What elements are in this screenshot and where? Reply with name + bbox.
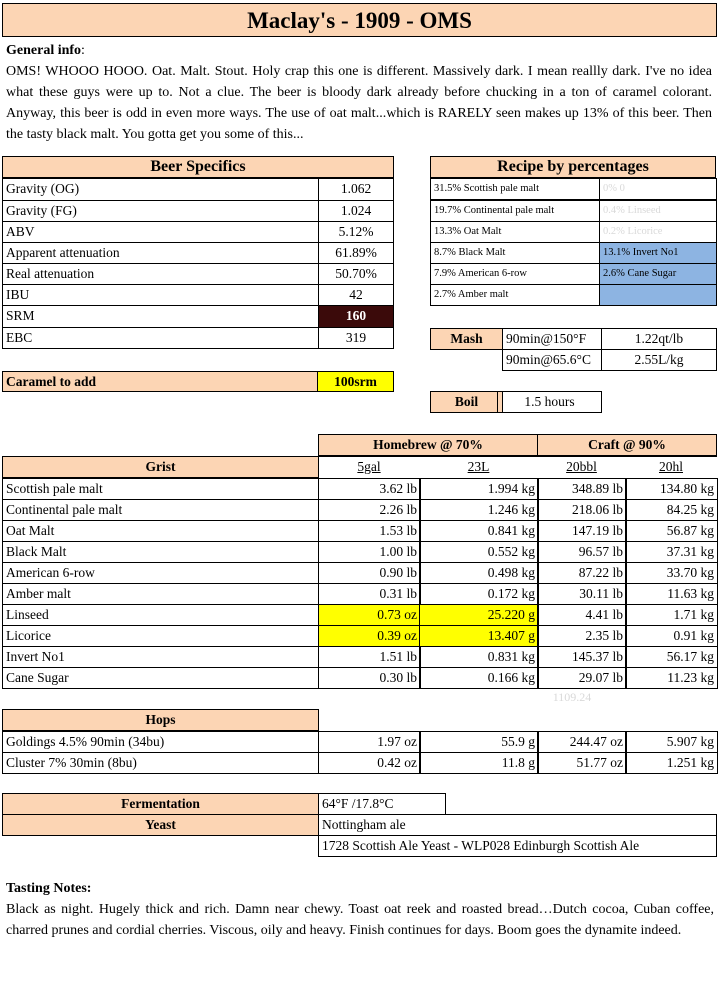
recipe-percent-left: 13.3% Oat Malt	[430, 221, 600, 243]
grist-row-name: Invert No1	[2, 646, 319, 668]
yeast-label: Yeast	[2, 814, 319, 836]
beer-spec-label: IBU	[2, 284, 319, 306]
grist-row-value: 2.35 lb	[537, 625, 627, 647]
boil-label: Boil	[430, 391, 503, 413]
beer-spec-value: 5.12%	[318, 221, 394, 243]
grist-row-value: 33.70 kg	[625, 562, 718, 584]
recipe-percent-left: 8.7% Black Malt	[430, 242, 600, 264]
general-info-label: General info	[6, 43, 82, 58]
grist-row-name: American 6-row	[2, 562, 319, 584]
mash-time-c: 90min@65.6°C	[502, 349, 602, 371]
grist-unit-label: 5gal	[357, 459, 381, 474]
grist-row-value: 0.39 oz	[318, 625, 421, 647]
mash-rate-imperial: 1.22qt/lb	[601, 328, 717, 350]
hop-row-name: Cluster 7% 30min (8bu)	[2, 752, 319, 774]
grist-row-value: 0.831 kg	[419, 646, 539, 668]
grist-row-value: 0.498 kg	[419, 562, 539, 584]
grist-row-name: Oat Malt	[2, 520, 319, 542]
grist-row-value: 0.552 kg	[419, 541, 539, 563]
srm-swatch: 160	[318, 305, 394, 328]
hop-row-value: 0.42 oz	[318, 752, 421, 774]
mash-rate-metric: 2.55L/kg	[601, 349, 717, 371]
grist-row-value: 56.87 kg	[625, 520, 718, 542]
grist-row-value: 30.11 lb	[537, 583, 627, 605]
grist-total-note: 1109.24	[552, 690, 592, 704]
beer-spec-label: Gravity (OG)	[2, 178, 319, 201]
grist-label: Grist	[2, 456, 319, 478]
grist-row-value: 37.31 kg	[625, 541, 718, 563]
fermentation-value: 64°F /17.8°C	[318, 793, 446, 815]
grist-row-value: 1.71 kg	[625, 604, 718, 626]
hop-row-value: 55.9 g	[419, 731, 539, 753]
caramel-label: Caramel to add	[2, 371, 318, 392]
homebrew-header: Homebrew @ 70%	[318, 434, 538, 456]
hop-row-value: 1.251 kg	[625, 752, 718, 774]
recipe-percent-right: 13.1% Invert No1	[599, 242, 717, 264]
beer-spec-label: Gravity (FG)	[2, 200, 319, 222]
grist-row-value: 3.62 lb	[318, 478, 421, 500]
beer-spec-label: Apparent attenuation	[2, 242, 319, 264]
grist-row-name: Licorice	[2, 625, 319, 647]
boil-value: 1.5 hours	[497, 391, 602, 413]
grist-unit-header	[318, 456, 420, 478]
hop-row-value: 1.97 oz	[318, 731, 421, 753]
grist-row-name: Amber malt	[2, 583, 319, 605]
tasting-notes-label: Tasting Notes:	[6, 881, 92, 896]
grist-row-value: 0.172 kg	[419, 583, 539, 605]
grist-row-value: 25.220 g	[419, 604, 539, 626]
beer-spec-value: 61.89%	[318, 242, 394, 264]
hop-row-name: Goldings 4.5% 90min (34bu)	[2, 731, 319, 753]
recipe-percent-left: 7.9% American 6-row	[430, 263, 600, 285]
recipe-percent-right	[599, 284, 717, 306]
grist-unit-header	[625, 456, 717, 478]
grist-row-value: 218.06 lb	[537, 499, 627, 521]
yeast-alternative: 1728 Scottish Ale Yeast - WLP028 Edinburgh Scottish Ale	[318, 835, 717, 857]
grist-unit-header	[419, 456, 538, 478]
mash-time-f: 90min@150°F	[502, 328, 602, 350]
beer-spec-value: 42	[318, 284, 394, 306]
grist-row-value: 145.37 lb	[537, 646, 627, 668]
beer-specifics-header: Beer Specifics	[2, 156, 394, 178]
beer-spec-value: 50.70%	[318, 263, 394, 285]
beer-spec-value: 1.062	[318, 178, 394, 201]
grist-row-value: 56.17 kg	[625, 646, 718, 668]
grist-row-value: 0.30 lb	[318, 667, 421, 689]
beer-spec-value: 1.024	[318, 200, 394, 222]
mash-label: Mash	[430, 328, 503, 350]
fermentation-label: Fermentation	[2, 793, 319, 815]
grist-row-value: 0.31 lb	[318, 583, 421, 605]
grist-row-value: 13.407 g	[419, 625, 539, 647]
grist-row-value: 147.19 lb	[537, 520, 627, 542]
recipe-percent-left: 31.5% Scottish pale malt	[430, 178, 600, 200]
beer-spec-label: SRM	[2, 305, 319, 328]
grist-row-value: 0.166 kg	[419, 667, 539, 689]
grist-row-value: 87.22 lb	[537, 562, 627, 584]
grist-row-value: 0.90 lb	[318, 562, 421, 584]
grist-row-value: 96.57 lb	[537, 541, 627, 563]
grist-row-value: 84.25 kg	[625, 499, 718, 521]
recipe-percent-right: 0% 0	[599, 178, 717, 200]
grist-row-name: Linseed	[2, 604, 319, 626]
yeast-primary: Nottingham ale	[318, 814, 717, 836]
beer-spec-label: Real attenuation	[2, 263, 319, 285]
grist-row-name: Continental pale malt	[2, 499, 319, 521]
grist-row-value: 1.00 lb	[318, 541, 421, 563]
grist-row-value: 1.51 lb	[318, 646, 421, 668]
grist-row-value: 134.80 kg	[625, 478, 718, 500]
page-title: Maclay's - 1909 - OMS	[2, 3, 717, 37]
grist-unit-header	[537, 456, 626, 478]
hops-label: Hops	[2, 709, 319, 731]
grist-unit-label: 20hl	[658, 459, 683, 474]
grist-row-value: 4.41 lb	[537, 604, 627, 626]
grist-unit-label: 23L	[467, 459, 490, 474]
recipe-percent-left: 2.7% Amber malt	[430, 284, 600, 306]
grist-row-name: Black Malt	[2, 541, 319, 563]
beer-spec-label: EBC	[2, 327, 319, 349]
grist-row-value: 1.246 kg	[419, 499, 539, 521]
grist-row-value: 1.53 lb	[318, 520, 421, 542]
tasting-notes	[6, 878, 714, 941]
grist-row-value: 1.994 kg	[419, 478, 539, 500]
hop-row-value: 11.8 g	[419, 752, 539, 774]
grist-row-name: Cane Sugar	[2, 667, 319, 689]
hop-row-value: 51.77 oz	[537, 752, 627, 774]
beer-spec-value: 319	[318, 327, 394, 349]
general-info: General info: OMS! WHOOO HOOO. Oat. Malt. Stout. Holy crap this one is different. Massively dark. I mean reallly dark. I've no idea what these guys were up to. Not a clue. The beer is bloody dark already before chucking in a ton of caramel colorant. Anyway, this beer is odd in even more ways. The use of oat malt...which is RARELY seen makes up 13% of this beer. Then the tasty black malt. You gotta get you some of this...	[6, 40, 712, 145]
grist-row-value: 0.73 oz	[318, 604, 421, 626]
hop-row-value: 5.907 kg	[625, 731, 718, 753]
recipe-percent-left: 19.7% Continental pale malt	[430, 200, 600, 222]
grist-row-value: 2.26 lb	[318, 499, 421, 521]
general-info-text: OMS! WHOOO HOOO. Oat. Malt. Stout. Holy crap this one is different. Massively dark. I mean reallly dark. I've no idea what these guys were up to. Not a clue. The beer is bloody dark already before chucking in a ton of caramel colorant. Anyway, this beer is odd in even more ways. The use of oat malt...which is RARELY seen makes up 13% of this beer. Then the tasty black malt. You gotta get you some of this...	[6, 64, 712, 142]
recipe-percent-right: 0.4% Linseed	[599, 200, 717, 222]
grist-row-value: 0.91 kg	[625, 625, 718, 647]
grist-unit-label: 20bbl	[566, 459, 597, 474]
caramel-value: 100srm	[317, 371, 394, 392]
tasting-notes-text: Black as night. Hugely thick and rich. Damn near chewy. Toast oat reek and roasted bread…Dutch cocoa, Cuban coffee, charred prunes and cordial cherries. Viscous, oily and heavy. Finish continues for days. Boom goes the dynamite indeed.	[6, 902, 714, 938]
grist-row-value: 11.63 kg	[625, 583, 718, 605]
hop-row-value: 244.47 oz	[537, 731, 627, 753]
grist-row-name: Scottish pale malt	[2, 478, 319, 500]
recipe-percent-right: 2.6% Cane Sugar	[599, 263, 717, 285]
grist-row-value: 29.07 lb	[537, 667, 627, 689]
beer-spec-label: ABV	[2, 221, 319, 243]
recipe-percentages-header: Recipe by percentages	[430, 156, 716, 178]
recipe-percent-right: 0.2% Licorice	[599, 221, 717, 243]
grist-row-value: 11.23 kg	[625, 667, 718, 689]
grist-row-value: 348.89 lb	[537, 478, 627, 500]
craft-header: Craft @ 90%	[537, 434, 717, 456]
grist-row-value: 0.841 kg	[419, 520, 539, 542]
